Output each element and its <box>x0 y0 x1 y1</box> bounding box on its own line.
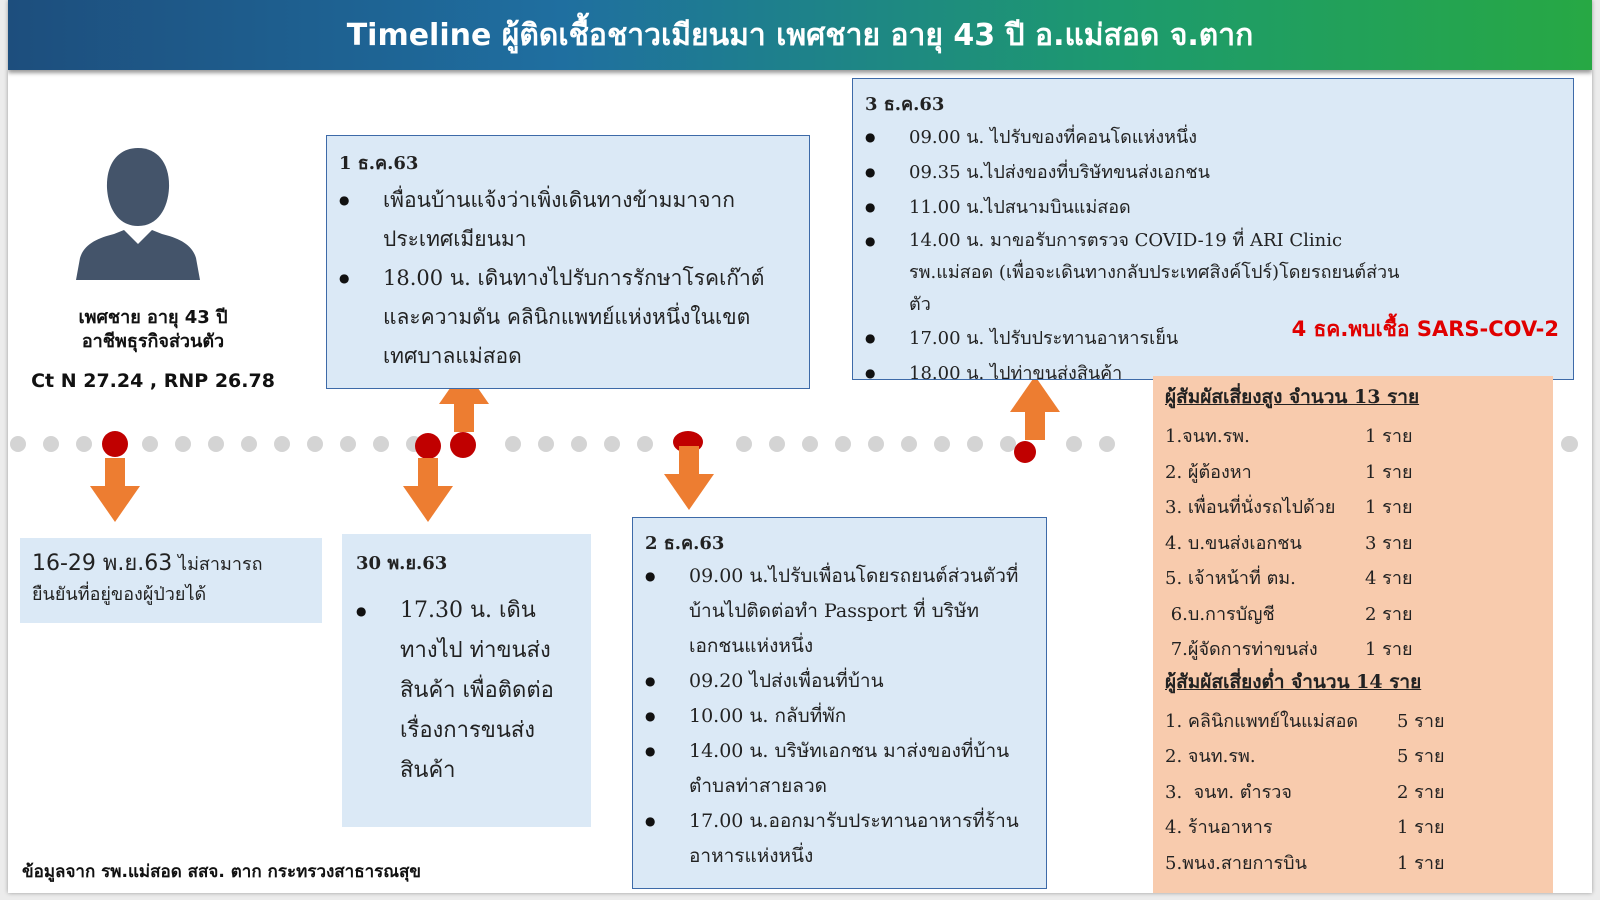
contact-label: 1. คลินิกแพทย์ในแม่สอด <box>1165 710 1359 732</box>
contact-label: 4. ร้านอาหาร <box>1165 817 1273 839</box>
timeline-dot <box>76 436 92 452</box>
contact-label: 5.พนง.สายการบิน <box>1165 852 1307 874</box>
contact-row <box>1165 489 1541 525</box>
event-item: ● 17.00 น. ไปรับประทานอาหารเย็น <box>865 321 1401 356</box>
event-box-nov30 <box>342 534 591 827</box>
timeline-dot <box>241 436 257 452</box>
contact-row <box>1165 738 1541 774</box>
timeline-dot <box>571 436 587 452</box>
contact-label: 4. บ.ขนส่งเอกชน <box>1165 532 1302 554</box>
contact-row <box>1165 774 1541 810</box>
event-item: ● 18.00 น. ไปท่าขนส่งสินค้า <box>865 356 1401 391</box>
contact-count: 5 ราย <box>1397 746 1445 768</box>
timeline-dot <box>1066 436 1082 452</box>
contact-count: 1 ราย <box>1365 426 1413 448</box>
arrow-down-icon <box>90 458 140 522</box>
event-date: 30 พ.ย.63 <box>356 553 448 574</box>
low-risk-title: ผู้สัมผัสเสี่ยงต่ำ จำนวน 14 ราย <box>1165 670 1422 693</box>
arrow-down-icon <box>403 458 453 522</box>
event-item: ● 09.00 น. ไปรับของที่คอนโดแห่งหนึ่ง <box>865 120 1401 155</box>
event-item: ● 14.00 น. มาขอรับการตรวจ COVID-19 ที่ ARI Clinic รพ.แม่สอด (เพื่อจะเดินทางกลับประเทศสิงค์โปร์)โดยรถยนต์ส่วนตัว <box>865 225 1401 321</box>
timeline-dot <box>868 436 884 452</box>
event-item: ● 17.00 น.ออกมารับประทานอาหารที่ร้านอาหารแห่งหนึ่ง <box>645 804 1028 874</box>
patient-occupation: อาชีพธุรกิจส่วนตัว <box>81 331 225 352</box>
event-date: 3 ธ.ค.63 <box>865 94 945 115</box>
timeline-dot <box>340 436 356 452</box>
contact-label: 7.ผู้จัดการท่าขนส่ง <box>1165 639 1318 661</box>
event-text: ยืนยันที่อยู่ของผู้ป่วยได้ <box>32 584 207 605</box>
timeline-dot <box>604 436 620 452</box>
contact-count: 1 ราย <box>1397 852 1445 874</box>
contact-count: 5 ราย <box>1397 710 1445 732</box>
contacts-panel <box>1153 376 1553 893</box>
event-box-dec1 <box>326 135 810 389</box>
contact-label: 2. จนท.รพ. <box>1165 746 1256 768</box>
contact-row <box>1165 596 1541 632</box>
event-dot-nov30 <box>415 433 441 459</box>
high-risk-list <box>1165 418 1541 667</box>
timeline-dot <box>901 436 917 452</box>
event-item: ● 09.35 น.ไปส่งของที่บริษัทขนส่งเอกชน <box>865 155 1401 190</box>
source-note: ข้อมูลจาก รพ.แม่สอด สสจ. ตาก กระทรวงสาธารณสุข <box>22 862 422 882</box>
event-dot-nov16 <box>102 431 128 457</box>
contact-row <box>1165 525 1541 561</box>
found-note: 4 ธค.พบเชื้อ SARS-COV-2 <box>1291 317 1559 341</box>
event-date: 16-29 พ.ย.63 <box>32 551 173 576</box>
contact-row <box>1165 418 1541 454</box>
timeline-dot <box>538 436 554 452</box>
event-item: ● 18.00 น. เดินทางไปรับการรักษาโรคเก๊าต์และความดัน คลินิกแพทย์แห่งหนึ่งในเขตเทศบาลแม่สอด <box>339 259 777 376</box>
timeline-dot <box>835 436 851 452</box>
timeline-dot <box>1562 436 1578 452</box>
slide <box>8 0 1592 893</box>
timeline-dot <box>10 436 26 452</box>
event-item: ● 14.00 น. บริษัทเอกชน มาส่งของที่บ้าน ตำบลท่าสายลวด <box>645 734 1028 804</box>
timeline-dot <box>208 436 224 452</box>
timeline-dot <box>142 436 158 452</box>
timeline-dot <box>307 436 323 452</box>
contact-count: 4 ราย <box>1365 568 1413 590</box>
event-text: 16-29 พ.ย.63 ไม่สามารถ <box>32 551 263 576</box>
contact-row <box>1165 631 1541 667</box>
contact-label: 6.บ.การบัญชี <box>1165 603 1275 625</box>
contact-count: 1 ราย <box>1365 639 1413 661</box>
event-item: ● 10.00 น. กลับที่พัก <box>645 699 1028 734</box>
contact-count: 1 ราย <box>1365 461 1413 483</box>
contact-count: 2 ราย <box>1397 781 1445 803</box>
timeline-dot <box>1099 436 1115 452</box>
contact-label: 5. เจ้าหน้าที่ ตม. <box>1165 568 1296 590</box>
timeline-dot <box>736 436 752 452</box>
event-item: ● 09.20 ไปส่งเพื่อนที่บ้าน <box>645 664 1028 699</box>
contact-row <box>1165 845 1541 881</box>
contact-label: 3. จนท. ตำรวจ <box>1165 781 1292 803</box>
timeline-dot <box>43 436 59 452</box>
contact-row <box>1165 809 1541 845</box>
timeline-dot <box>934 436 950 452</box>
contact-count: 1 ราย <box>1365 497 1413 519</box>
timeline-dot <box>637 436 653 452</box>
contact-label: 1.จนท.รพ. <box>1165 426 1250 448</box>
timeline-dot <box>373 436 389 452</box>
event-box-dec3 <box>852 78 1574 384</box>
contact-label: 2. ผู้ต้องหา <box>1165 461 1252 483</box>
low-risk-list <box>1165 703 1541 881</box>
contact-count: 2 ราย <box>1365 603 1413 625</box>
event-item: ● 09.00 น.ไปรับเพื่อนโดยรถยนต์ส่วนตัวที่บ้านไปติดต่อทำ Passport ที่ บริษัทเอกชนแห่งหนึ่ง <box>645 559 1028 664</box>
arrow-down-icon <box>664 446 714 510</box>
event-item: ● 11.00 น.ไปสนามบินแม่สอด <box>865 190 1401 225</box>
timeline-dot <box>175 436 191 452</box>
event-dot-dec1 <box>450 432 476 458</box>
timeline-dot <box>274 436 290 452</box>
contact-count: 3 ราย <box>1365 532 1413 554</box>
event-box-nov16 <box>20 538 322 623</box>
patient-info <box>28 306 278 394</box>
timeline-dot <box>505 436 521 452</box>
patient-ct-value: Ct N 27.24 , RNP 26.78 <box>31 370 275 392</box>
event-date: 1 ธ.ค.63 <box>339 153 419 174</box>
contact-row <box>1165 703 1541 739</box>
contact-count: 1 ราย <box>1397 817 1445 839</box>
high-risk-title: ผู้สัมผัสเสี่ยงสูง จำนวน 13 ราย <box>1165 386 1420 408</box>
contact-label: 3. เพื่อนที่นั่งรถไปด้วย <box>1165 497 1336 519</box>
event-dot-dec3 <box>1014 441 1036 463</box>
event-item: ● เพื่อนบ้านแจ้งว่าเพิ่งเดินทางข้ามมาจาก ประเทศเมียนมา <box>339 181 777 259</box>
event-date: 2 ธ.ค.63 <box>645 533 725 554</box>
event-box-dec2 <box>632 517 1047 889</box>
patient-sex-age: เพศชาย อายุ 43 ปี <box>78 307 228 328</box>
page-title: Timeline ผู้ติดเชื้อชาวเมียนมา เพศชาย อายุ 43 ปี อ.แม่สอด จ.ตาก <box>8 0 1592 70</box>
timeline-dot <box>769 436 785 452</box>
contact-row <box>1165 454 1541 490</box>
event-item: ● 17.30 น. เดินทางไป ท่าขนส่งสินค้า เพื่อติดต่อเรื่องการขนส่งสินค้า <box>356 591 571 791</box>
contact-row <box>1165 560 1541 596</box>
person-icon <box>76 148 200 280</box>
timeline-dot <box>967 436 983 452</box>
timeline-dot <box>802 436 818 452</box>
